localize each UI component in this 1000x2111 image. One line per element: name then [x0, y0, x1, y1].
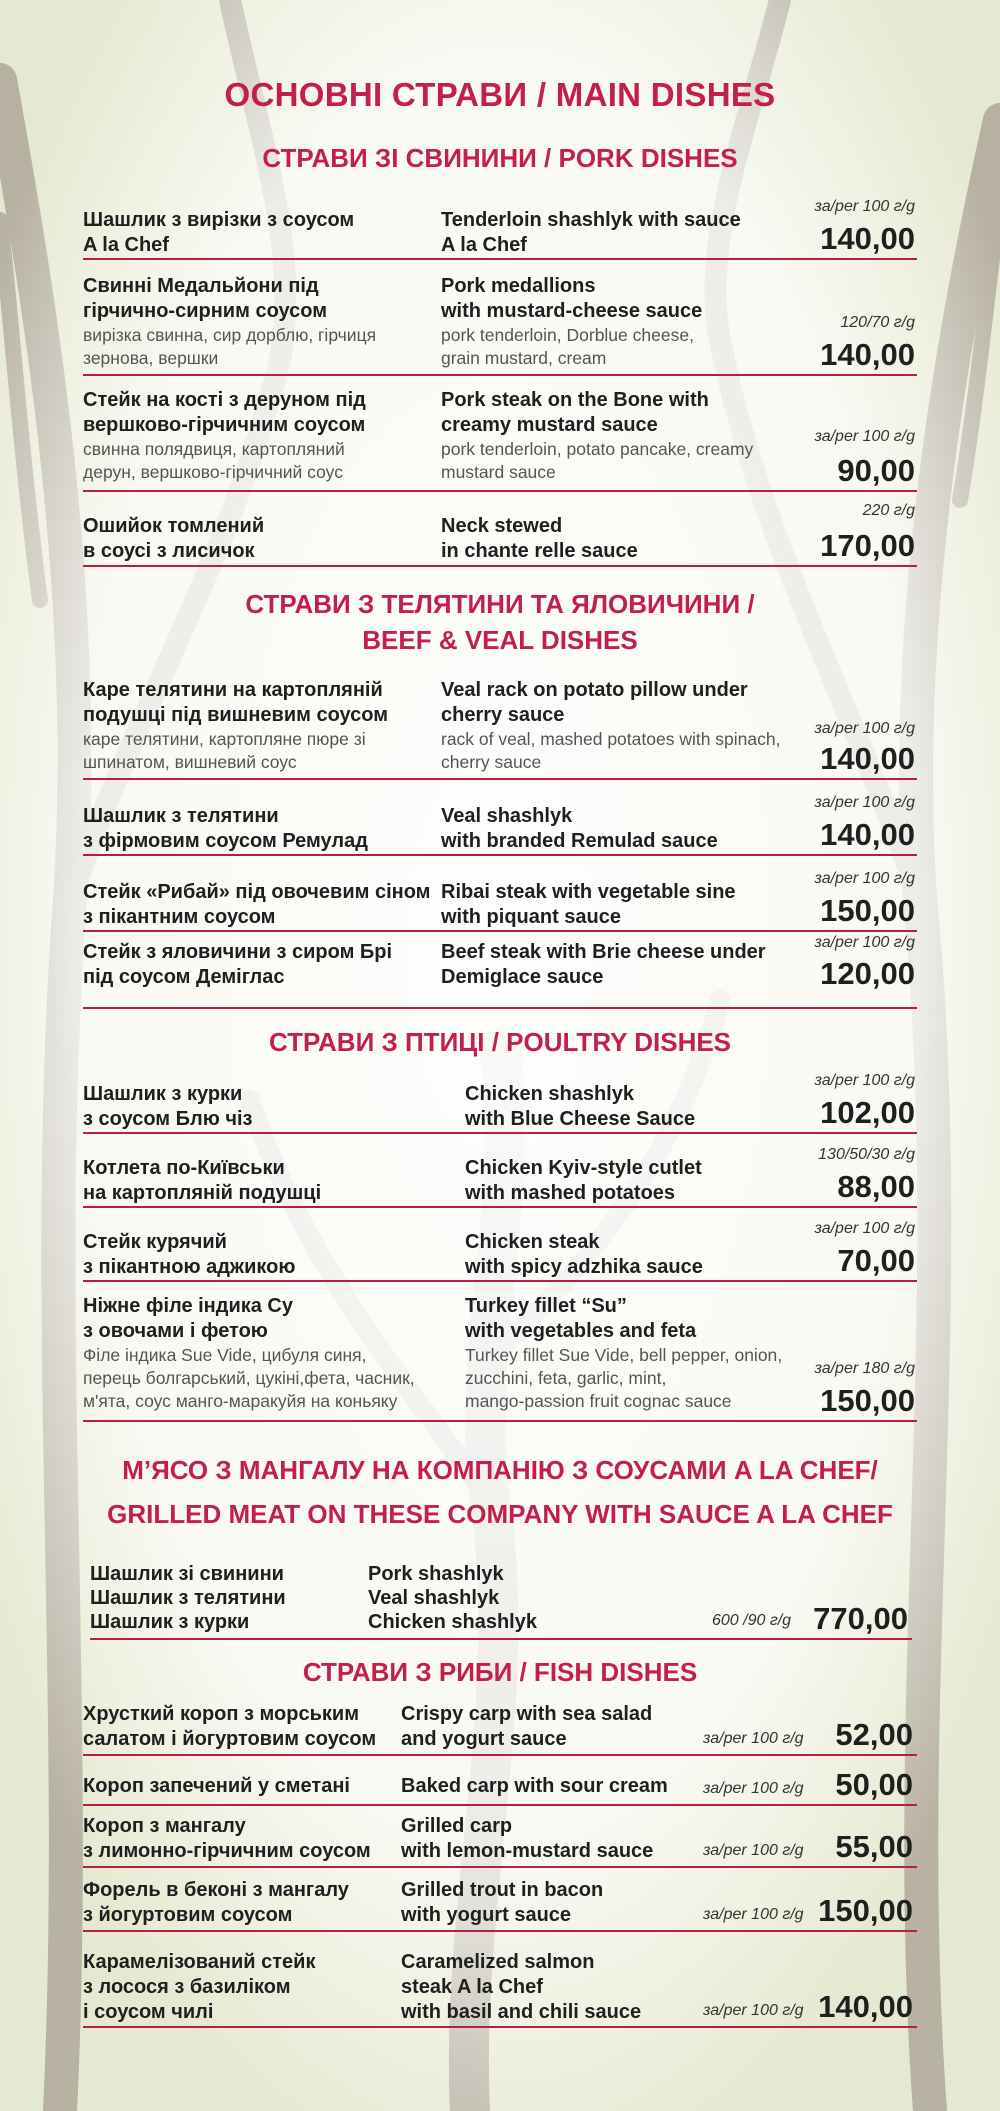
menu-item	[83, 386, 917, 492]
menu-item	[83, 1950, 917, 2028]
dish-name-ua: Стейк курячий з пікантною аджикою	[83, 1231, 296, 1278]
dish-name-en: Grilled trout in bacon with yogurt sauce	[401, 1879, 604, 1926]
menu-item	[83, 870, 917, 932]
dish-price: 140,00	[820, 741, 915, 776]
dish-desc-ua: Філе індика Sue Vide, цибуля синя, перець болгарський, цукіні,фета, часник, м'ята, соус манго-маракуйя на коньяку	[83, 1345, 415, 1411]
dish-name-ua: Шашлик зі свинини Шашлик з телятини Шашлик з курки	[90, 1563, 286, 1633]
section-title-pork: СТРАВИ ЗІ СВИНИНИ / PORK DISHES	[262, 143, 738, 173]
dish-name-ua: Каре телятини на картопляній подушці під вишневим соусом	[83, 679, 389, 726]
menu-item-grill-set	[90, 1558, 912, 1640]
dish-name-ua: Ошийок томлений в соусі з лисичок	[83, 515, 265, 562]
dish-desc-ua: свинна полядвиця, картопляний дерун, вершково-гірчичний соус	[83, 439, 345, 482]
dish-desc-en: Turkey fillet Sue Vide, bell pepper, onion, zucchini, feta, garlic, mint, mango-passion fruit cognac sauce	[465, 1345, 783, 1411]
dish-name-en: Beef steak with Brie cheese under Demiglace sauce	[441, 941, 766, 988]
section-title-poultry: СТРАВИ З ПТИЦІ / POULTRY DISHES	[268, 1027, 732, 1057]
dish-name-ua: Свинні Медальйони під гірчично-сирним соусом	[83, 275, 328, 322]
dish-weight: за/per 100 г/g	[814, 934, 915, 951]
dish-name-en: Crispy carp with sea salad and yogurt sauce	[401, 1703, 653, 1750]
dish-weight: за/per 100 г/g	[703, 1780, 804, 1797]
dish-price: 770,00	[813, 1601, 908, 1636]
section-title-beef	[0, 586, 1000, 658]
dish-weight: за/per 100 г/g	[814, 198, 915, 215]
dish-name-ua: Стейк з яловичини з сиром Брі під соусом Деміглас	[83, 941, 393, 988]
dish-name-en: Veal shashlyk with branded Remulad sauce	[441, 805, 718, 852]
dish-name-en: Chicken shashlyk with Blue Cheese Sauce	[465, 1083, 696, 1130]
dish-name-en: Chicken Kyiv-style cutlet with mashed potatoes	[465, 1157, 702, 1204]
dish-weight: за/per 100 г/g	[814, 870, 915, 887]
dish-name-en: Pork medallions with mustard-cheese sauce	[441, 275, 703, 322]
dish-name-en: Grilled carp with lemon-mustard sauce	[401, 1815, 654, 1862]
dish-weight: за/per 100 г/g	[814, 720, 915, 737]
menu-item	[83, 272, 917, 376]
menu-item	[83, 502, 917, 567]
dish-price: 70,00	[837, 1243, 915, 1278]
dish-weight: 220 г/g	[862, 502, 915, 519]
dish-price: 150,00	[820, 893, 915, 928]
section-title-line: GRILLED MEAT ON THESE COMPANY WITH SAUCE A LA CHEF	[107, 1499, 893, 1529]
dish-price: 90,00	[837, 453, 915, 488]
dish-price: 170,00	[820, 528, 915, 563]
dish-name-ua: Стейк «Рибай» під овочевим сіном з пікантним соусом	[83, 881, 431, 928]
section-title-line: М’ЯСО З МАНГАЛУ НА КОМПАНІЮ З СОУСАМИ A LA CHEF/	[122, 1455, 878, 1485]
dish-name-ua: Ніжне філе індика Су з овочами і фетою	[83, 1295, 293, 1342]
dish-weight: за/per 180 г/g	[814, 1360, 915, 1377]
section-title-fish: СТРАВИ З РИБИ / FISH DISHES	[302, 1657, 698, 1687]
dish-price: 55,00	[835, 1829, 913, 1864]
section-title-line: СТРАВИ З ТЕЛЯТИНИ ТА ЯЛОВИЧИНИ /	[245, 589, 755, 619]
menu-item	[83, 794, 917, 856]
dish-weight: 130/50/30 г/g	[818, 1146, 915, 1163]
dish-name-en: Baked carp with sour cream	[401, 1775, 668, 1797]
dish-name-en: Pork steak on the Bone with creamy mustard sauce	[441, 389, 709, 436]
dish-desc-en: rack of veal, mashed potatoes with spinach, cherry sauce	[441, 729, 781, 772]
dish-weight: за/per 100 г/g	[703, 1730, 804, 1747]
dish-name-ua: Хрусткий короп з морським салатом і йогуртовим соусом	[83, 1703, 377, 1750]
dish-weight: 120/70 г/g	[840, 314, 915, 331]
dish-desc-ua: вирізка свинна, сир дорблю, гірчиця зернова, вершки	[83, 325, 377, 368]
dish-name-en: Pork shashlyk Veal shashlyk Chicken shashlyk	[368, 1563, 537, 1633]
dish-name-ua: Форель в беконі з мангалу з йогуртовим соусом	[83, 1879, 349, 1926]
dish-weight: за/per 100 г/g	[814, 1072, 915, 1089]
section-title-line: BEEF & VEAL DISHES	[362, 625, 638, 655]
dish-weight: 600 /90 г/g	[712, 1612, 792, 1629]
dish-desc-ua: каре телятини, картопляне пюре зі шпинатом, вишневий соус	[83, 729, 366, 772]
dish-name-ua: Стейк на кості з деруном під вершково-гірчичним соусом	[83, 389, 366, 436]
menu-item	[83, 1878, 917, 1932]
dish-name-ua: Короп запечений у сметані	[83, 1775, 350, 1797]
dish-weight: за/per 100 г/g	[814, 428, 915, 445]
dish-name-ua: Шашлик з вирізки з соусом A la Chef	[83, 209, 355, 256]
dish-weight: за/per 100 г/g	[703, 1906, 804, 1923]
dish-name-en: Ribai steak with vegetable sine with piquant sauce	[441, 881, 736, 928]
dish-name-en: Neck stewed in chante relle sauce	[441, 515, 638, 562]
dish-price: 50,00	[835, 1767, 913, 1802]
dish-name-ua: Шашлик з курки з соусом Блю чіз	[83, 1083, 253, 1130]
dish-weight: за/per 100 г/g	[814, 794, 915, 811]
dish-name-en: Chicken steak with spicy adzhika sauce	[465, 1231, 703, 1278]
dish-name-en: Caramelized salmon steak A la Chef with basil and chili sauce	[401, 1951, 642, 2023]
dish-desc-en: pork tenderloin, potato pancake, creamy mustard sauce	[441, 439, 754, 482]
dish-weight: за/per 100 г/g	[703, 2002, 804, 2019]
dish-price: 140,00	[818, 1989, 913, 2024]
section-title-grill	[0, 1452, 1000, 1532]
dish-price: 150,00	[818, 1893, 913, 1928]
menu-item	[83, 1072, 917, 1134]
menu-item	[83, 934, 917, 1009]
dish-price: 150,00	[820, 1383, 915, 1418]
dish-name-ua: Короп з мангалу з лимонно-гірчичним соусом	[83, 1815, 371, 1862]
dish-price: 120,00	[820, 956, 915, 991]
dish-price: 140,00	[820, 337, 915, 372]
dish-price: 88,00	[837, 1169, 915, 1204]
dish-name-en: Veal rack on potato pillow under cherry sauce	[441, 679, 748, 726]
dish-price: 140,00	[820, 221, 915, 256]
dish-desc-en: pork tenderloin, Dorblue cheese, grain mustard, cream	[441, 325, 694, 368]
dish-name-ua: Шашлик з телятини з фірмовим соусом Ремулад	[83, 805, 368, 852]
dish-name-en: Tenderloin shashlyk with sauce A la Chef	[441, 209, 741, 256]
dish-name-en: Turkey fillet “Su” with vegetables and feta	[465, 1295, 697, 1342]
dish-price: 52,00	[835, 1717, 913, 1752]
menu-item	[83, 678, 917, 780]
dish-price: 140,00	[820, 817, 915, 852]
menu-item	[83, 1702, 917, 1756]
menu-item	[83, 1814, 917, 1868]
menu-item	[83, 1292, 917, 1422]
dish-weight: за/per 100 г/g	[814, 1220, 915, 1237]
dish-name-ua: Котлета по-Київськи на картопляній подушці	[83, 1157, 322, 1204]
menu-item	[83, 1220, 917, 1282]
dish-price: 102,00	[820, 1095, 915, 1130]
dish-name-ua: Карамелізований стейк з лосося з базиліком і соусом чилі	[83, 1951, 316, 2023]
dish-weight: за/per 100 г/g	[703, 1842, 804, 1859]
menu-item	[83, 198, 917, 260]
menu-item	[83, 1768, 917, 1806]
page-title: ОСНОВНІ СТРАВИ / MAIN DISHES	[224, 76, 776, 113]
menu-item	[83, 1146, 917, 1208]
